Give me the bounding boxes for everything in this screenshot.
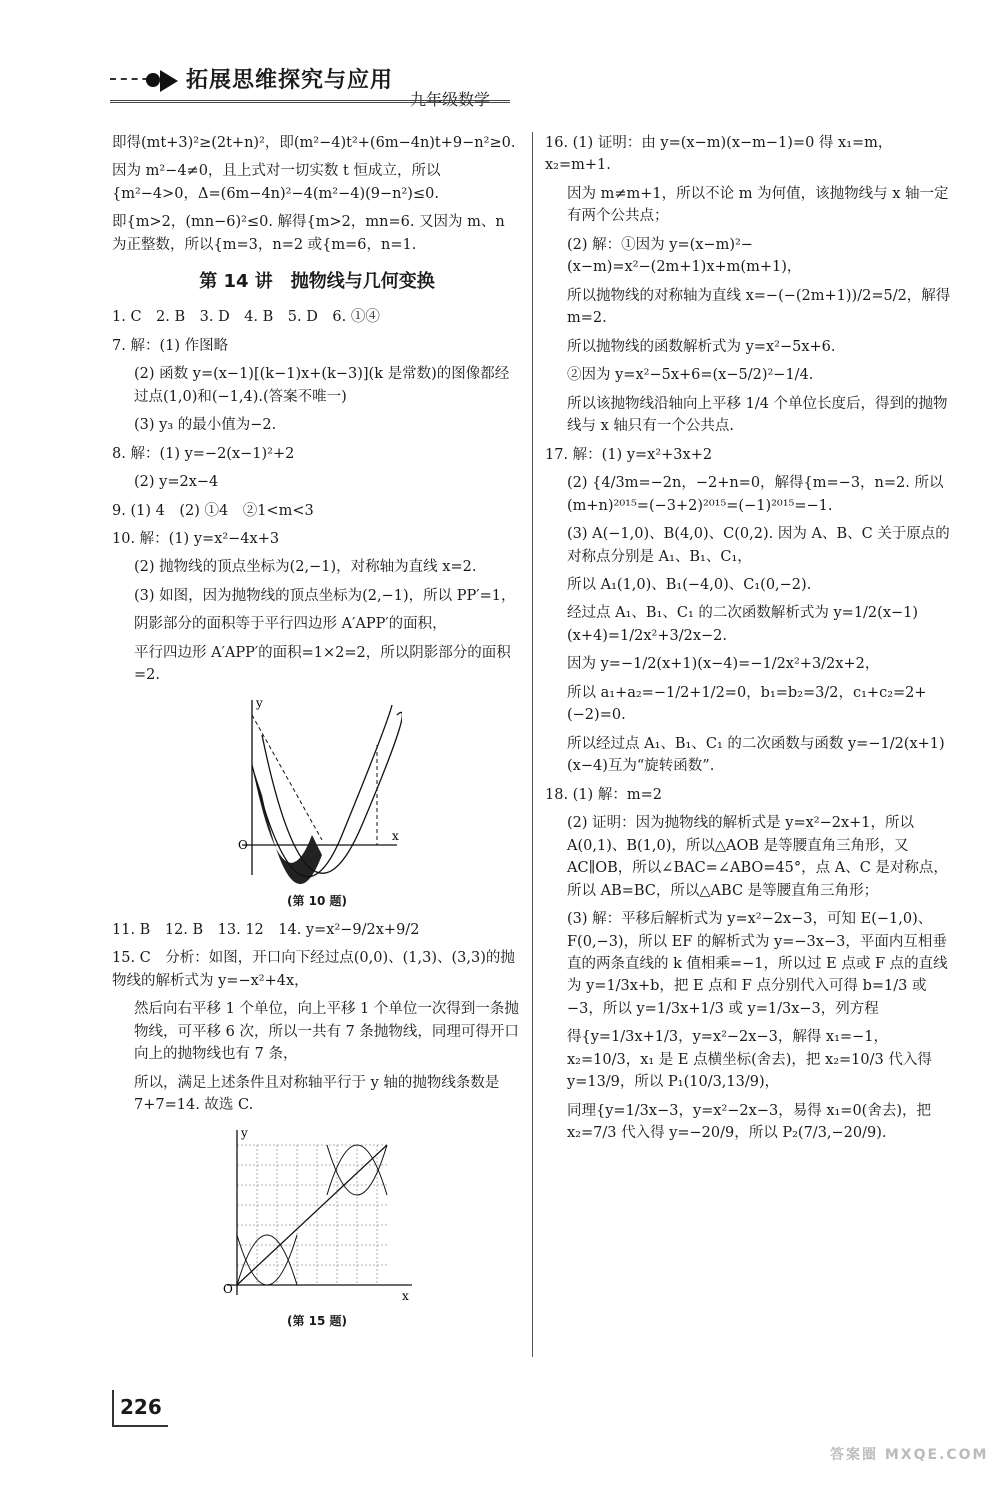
answer-line: 8. 解：(1) y=−2(x−1)²+2 xyxy=(112,445,295,462)
answer-line: 18. (1) 解：m=2 xyxy=(545,786,662,803)
answer-line: (3) 如图，因为抛物线的顶点坐标为(2,−1)，所以 PP′=1， xyxy=(134,587,516,604)
answer-line: (3) 解：平移后解析式为 y=x²−2x−3，可知 E(−1,0)、F(0,−3)，所以 EF 的解析式为 y=−3x−3，平面内互相垂直的两条直线的 k 值相乘=−1，所以过 E 点或 F 点的直线为 y=1/3x+b，把 E 点和 F 点分别代入可得 b=1/3 或−3，所以 y=1/3x+1/3 或 y=1/3x−3，列方程 xyxy=(567,911,948,1017)
svg-text:O: O xyxy=(223,1281,233,1296)
answer-line: 然后向右平移 1 个单位，向上平移 1 个单位一次得到一条抛物线，可平移 6 次，所以一共有 7 条抛物线，同理可得开口向上的抛物线也有 7 条， xyxy=(134,1001,519,1063)
answer-line: (3) A(−1,0)、B(4,0)、C(0,2). 因为 A、B、C 关于原点的对称点分别是 A₁、B₁、C₁， xyxy=(567,526,950,565)
left-para: 即得(mt+3)²≥(2t+n)²，即(m²−4)t²+(6m−4n)t+9−n²≥0. xyxy=(112,135,516,151)
header-brand: 拓展思维探究与应用 xyxy=(186,68,394,93)
answer-line: (2) y=2x−4 xyxy=(134,474,219,491)
answer-line: (2) 抛物线的顶点坐标为(2,−1)，对称轴为直线 x=2. xyxy=(134,559,477,576)
answer-line: 所以，满足上述条件且对称轴平行于 y 轴的抛物线条数是 7+7=14. 故选 C. xyxy=(134,1074,500,1114)
answer-line: 1. C 2. B 3. D 4. B 5. D 6. ①④ xyxy=(112,309,380,326)
figure-10-graph xyxy=(232,695,402,885)
header-dot-icon xyxy=(146,73,160,87)
answer-line: 平行四边形 A′APP′的面积=1×2=2，所以阴影部分的面积=2. xyxy=(134,644,511,684)
svg-text:x: x xyxy=(402,1288,409,1303)
section-title: 第 14 讲 抛物线与几何变换 xyxy=(199,271,435,293)
left-para: 即{m>2，(mn−6)²≤0. 解得{m>2，mn=6. 又因为 m、n 为正整数，所以{m=3，n=2 或{m=6，n=1. xyxy=(112,214,505,253)
answer-line: 因为 y=−1/2(x+1)(x−4)=−1/2x²+3/2x+2， xyxy=(567,656,880,673)
answer-line: 所以经过点 A₁、B₁、C₁ 的二次函数与函数 y=−1/2(x+1)(x−4)互为“旋转函数”. xyxy=(567,735,945,775)
svg-text:y: y xyxy=(241,1125,248,1140)
answer-line: 16. (1) 证明：由 y=(x−m)(x−m−1)=0 得 x₁=m，x₂=m+1. xyxy=(545,135,893,174)
svg-text:y: y xyxy=(256,695,263,710)
answer-line: (2) 解：①因为 y=(x−m)²−(x−m)=x²−(2m+1)x+m(m+1)， xyxy=(567,236,802,276)
figure-15-caption: (第 15 题) xyxy=(286,1314,348,1329)
header-arrow-icon xyxy=(160,70,178,92)
page-header xyxy=(110,62,510,114)
answer-line: 因为 m≠m+1，所以不论 m 为何值，该抛物线与 x 轴一定有两个公共点； xyxy=(567,185,949,225)
answer-line: 所以抛物线的函数解析式为 y=x²−5x+6. xyxy=(567,338,836,355)
svg-text:O: O xyxy=(238,837,248,852)
answer-line: 15. C 分析：如图，开口向下经过点(0,0)、(1,3)、(3,3)的抛物线的解析式为 y=−x²+4x， xyxy=(112,950,515,989)
answer-line: 同理{y=1/3x−3，y=x²−2x−3，易得 x₁=0(舍去)，把 x₂=7/3 代入得 y=−20/9，所以 P₂(7/3,−20/9). xyxy=(567,1102,932,1142)
answer-line: 所以抛物线的对称轴为直线 x=−(−(2m+1))/2=5/2，解得 m=2. xyxy=(567,287,951,327)
column-divider xyxy=(532,132,533,1357)
answer-line: (2) 证明：因为抛物线的解析式是 y=x²−2x+1，所以 A(0,1)、B(1,0)，所以△AOB 是等腰直角三角形，又 AC∥OB，所以∠BAC=∠ABO=45°，点 A、C 是对称点，所以 AB=BC，所以△ABC 是等腰直角三角形； xyxy=(567,815,948,899)
page-number: 226 xyxy=(112,1390,168,1427)
answer-line: 11. B 12. B 13. 12 14. y=x²−9/2x+9/2 xyxy=(112,921,420,938)
svg-text:x: x xyxy=(392,828,399,843)
right-column xyxy=(545,132,955,1151)
answer-line: 得{y=1/3x+1/3，y=x²−2x−3，解得 x₁=−1，x₂=10/3，x₁ 是 E 点横坐标(舍去)，把 x₂=10/3 代入得 y=13/9，所以 P₁(10/3,13/9)， xyxy=(567,1029,932,1091)
answer-line: 7. 解：(1) 作图略 xyxy=(112,337,229,354)
answer-line: 所以 A₁(1,0)、B₁(−4,0)、C₁(0,−2). xyxy=(567,576,812,593)
watermark: 答案圈 MXQE.COM xyxy=(830,1447,989,1463)
figure-15-graph xyxy=(217,1125,417,1305)
answer-line: 9. (1) 4 (2) ①4 ②1<m<3 xyxy=(112,502,314,519)
answer-line: (2) 函数 y=(x−1)[(k−1)x+(k−3)](k 是常数)的图像都经过点(1,0)和(−1,4).(答案不唯一) xyxy=(134,366,510,405)
figure-10 xyxy=(112,695,522,911)
answer-line: 所以 a₁+a₂=−1/2+1/2=0，b₁=b₂=3/2，c₁+c₂=2+(−2)=0. xyxy=(567,684,927,724)
answer-line: 17. 解：(1) y=x²+3x+2 xyxy=(545,446,713,463)
figure-15 xyxy=(112,1125,522,1331)
figure-10-caption: (第 10 题) xyxy=(286,894,348,909)
answer-line: 阴影部分的面积等于平行四边形 A′APP′的面积， xyxy=(134,616,447,633)
header-grade: 九年级数学 xyxy=(410,90,491,109)
header-rule xyxy=(110,100,510,103)
answer-line: 10. 解：(1) y=x²−4x+3 xyxy=(112,530,280,547)
left-column xyxy=(112,132,522,1339)
left-para: 因为 m²−4≠0，且上式对一切实数 t 恒成立，所以{m²−4>0，Δ=(6m−4n)²−4(m²−4)(9−n²)≤0. xyxy=(112,163,441,202)
answer-line: ②因为 y=x²−5x+6=(x−5/2)²−1/4. xyxy=(567,367,814,384)
answer-line: (3) y₃ 的最小值为−2. xyxy=(134,417,277,434)
answer-line: 经过点 A₁、B₁、C₁ 的二次函数解析式为 y=1/2(x−1)(x+4)=1/2x²+3/2x−2. xyxy=(567,605,919,644)
answer-line: 所以该抛物线沿轴向上平移 1/4 个单位长度后，得到的抛物线与 x 轴只有一个公共点. xyxy=(567,395,948,435)
answer-line: (2) {4/3m=−2n，−2+n=0，解得{m=−3，n=2. 所以(m+n)²⁰¹⁵=(−3+2)²⁰¹⁵=(−1)²⁰¹⁵=−1. xyxy=(567,475,944,514)
